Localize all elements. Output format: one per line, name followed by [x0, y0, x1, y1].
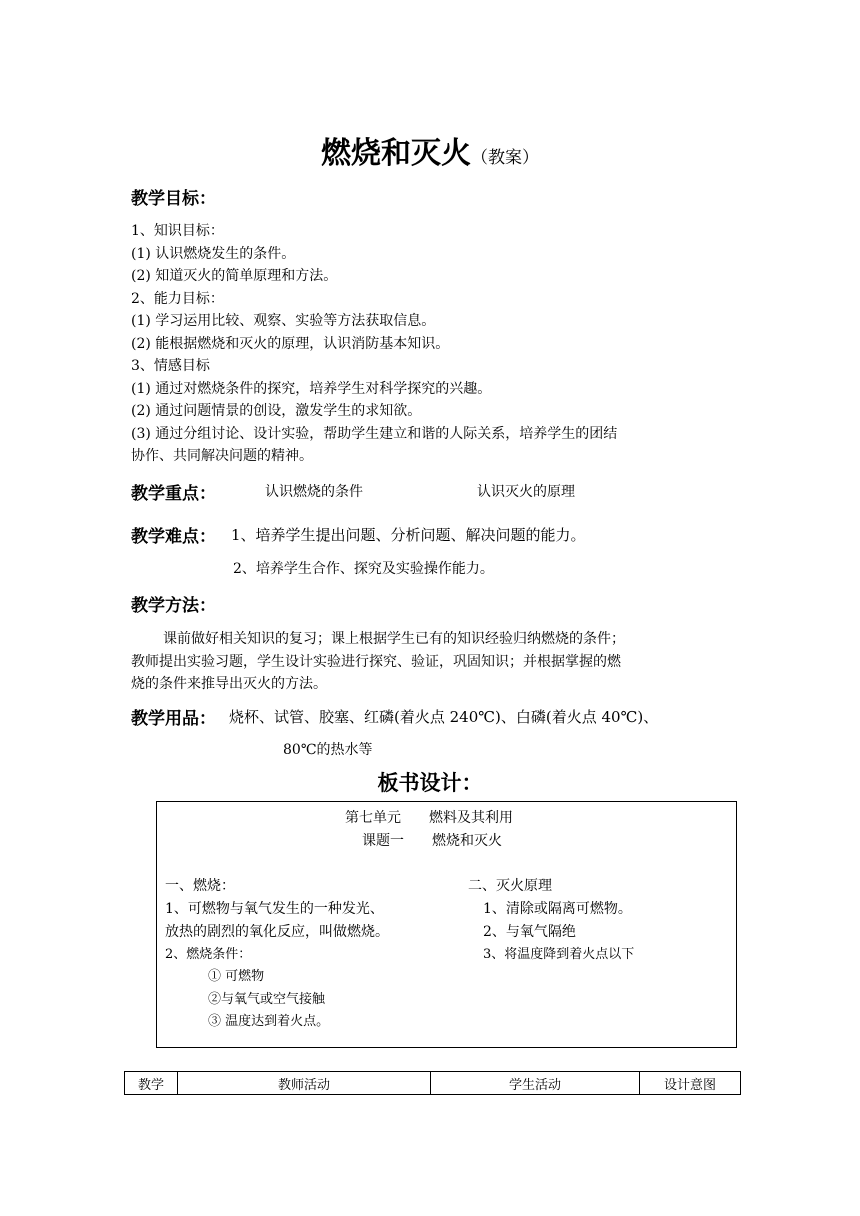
materials-heading: 教学用品： [131, 709, 216, 729]
board-extinguish-1: 1、清除或隔离可燃物。 [483, 901, 632, 917]
key-points-heading: 教学重点： [131, 484, 216, 504]
board-condition-2: ②与氧气或空气接触 [208, 992, 326, 1007]
methods-line: 课前做好相关知识的复习；课上根据学生已有的知识经验归纳燃烧的条件； [163, 631, 625, 647]
document-title [0, 128, 860, 172]
difficulties-heading: 教学难点： [131, 527, 216, 547]
board-unit: 第七单元 燃料及其利用 [345, 810, 513, 826]
board-lesson: 课题一 燃烧和灭火 [362, 833, 502, 849]
objective-line: 3、情感目标 [131, 358, 210, 374]
table-header-cell: 教学 [125, 1072, 178, 1095]
objective-line: (1) 通过对燃烧条件的探究，培养学生对科学探究的兴趣。 [131, 381, 492, 397]
materials-line-1: 烧杯、试管、胶塞、红磷(着火点 240℃)、白磷(着火点 40℃)、 [229, 708, 659, 726]
board-extinguish-2: 2、与氧气隔绝 [483, 924, 576, 940]
key-point-1: 认识燃烧的条件 [265, 484, 363, 500]
board-combustion-title: 一、燃烧： [165, 878, 235, 894]
materials-line-2: 80℃的热水等 [283, 742, 373, 758]
board-condition-1: ① 可燃物 [208, 969, 265, 984]
table-header-cell: 学生活动 [431, 1072, 640, 1095]
board-design-box [156, 801, 737, 1048]
lesson-plan-table [124, 1071, 741, 1095]
objective-line: 协作、共同解决问题的精神。 [131, 448, 313, 464]
board-conditions-title: 2、燃烧条件： [165, 947, 252, 962]
board-combustion-def-1: 1、可燃物与氧气发生的一种发光、 [165, 901, 384, 917]
table-header-cell: 设计意图 [640, 1072, 741, 1095]
objective-line: (2) 能根据燃烧和灭火的原理，认识消防基本知识。 [131, 336, 450, 352]
board-heading: 板书设计： [377, 771, 483, 795]
objective-line: (1) 学习运用比较、观察、实验等方法获取信息。 [131, 313, 436, 329]
objective-line: 1、知识目标： [131, 223, 224, 239]
objectives-heading: 教学目标： [131, 189, 216, 209]
objective-line: (3) 通过分组讨论、设计实验，帮助学生建立和谐的人际关系，培养学生的团结 [131, 426, 618, 442]
methods-line: 烧的条件来推导出灭火的方法。 [131, 676, 327, 692]
methods-line: 教师提出实验习题，学生设计实验进行探究、验证，巩固知识；并根据掌握的燃 [131, 654, 621, 670]
board-extinguish-title: 二、灭火原理 [468, 878, 552, 894]
objective-line: 2、能力目标： [131, 291, 224, 307]
title-sub: （教案） [471, 148, 539, 168]
key-point-2: 认识灭火的原理 [477, 484, 575, 500]
title-main: 燃烧和灭火 [321, 136, 471, 171]
board-combustion-def-2: 放热的剧烈的氧化反应，叫做燃烧。 [165, 924, 389, 940]
board-extinguish-3: 3、将温度降到着火点以下 [483, 947, 635, 962]
table-header-row [125, 1072, 741, 1095]
objective-line: (2) 知道灭火的简单原理和方法。 [131, 268, 338, 284]
difficulty-2: 2、培养学生合作、探究及实验操作能力。 [233, 561, 494, 577]
methods-heading: 教学方法： [131, 596, 216, 616]
objective-line: (1) 认识燃烧发生的条件。 [131, 246, 296, 262]
objective-line: (2) 通过问题情景的创设，激发学生的求知欲。 [131, 403, 422, 419]
difficulty-1: 1、培养学生提出问题、分析问题、解决问题的能力。 [231, 526, 586, 544]
board-condition-3: ③ 温度达到着火点。 [208, 1014, 330, 1029]
table-header-cell: 教师活动 [178, 1072, 431, 1095]
